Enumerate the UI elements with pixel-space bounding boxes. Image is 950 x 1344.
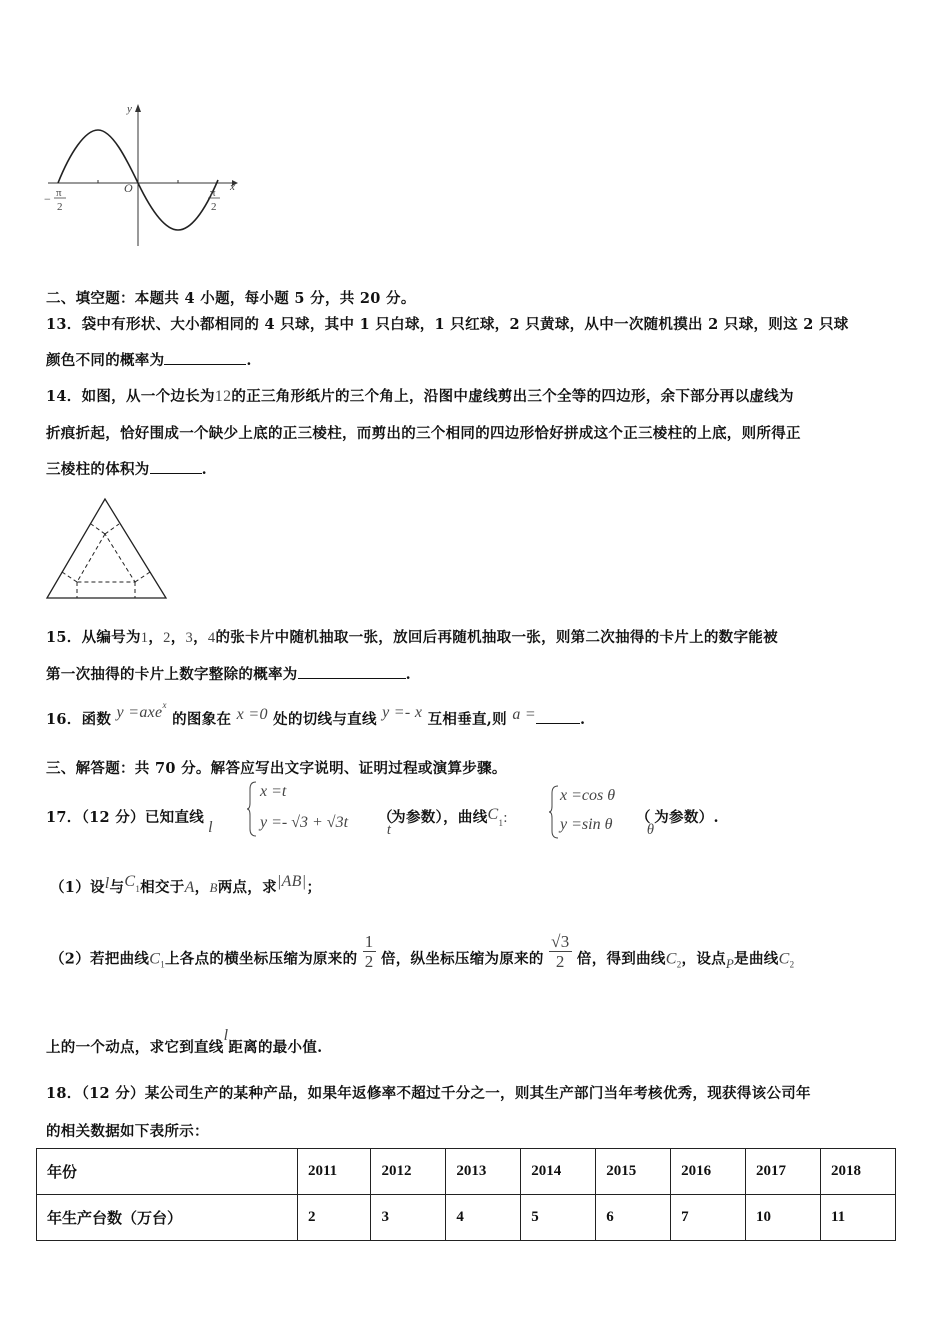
neg-pi-num: π — [56, 187, 62, 199]
table-cell: 2011 — [298, 1149, 371, 1195]
table-cell: 10 — [746, 1195, 821, 1241]
neg-pi-den: 2 — [57, 201, 63, 213]
q17-sys1a: x =t — [260, 783, 287, 800]
origin-label: O — [124, 181, 133, 195]
y-label: y — [127, 103, 132, 115]
inner-dashed-triangle — [77, 534, 135, 582]
q17-line-end: （θ为参数）. — [636, 809, 719, 838]
table-cell: 3 — [371, 1195, 446, 1241]
q14-line1: 14．如图，从一个边长为12的正三角形纸片的三个角上，沿图中虚线剪出三个全等的四边形，余下部分再以虚线为 — [46, 388, 794, 405]
q17-part2: （2）若把曲线$C_1$上各点的横坐标压缩为原来的 $\frac{1}{2}$ 倍，纵坐标压缩为原来的 $\frac{√3}{2}$ 倍，得到曲线$C_2$，设点P是曲线$C_2$ — [50, 932, 795, 971]
table-cell: 2013 — [446, 1149, 521, 1195]
brace-icon — [548, 785, 560, 839]
table-row — [37, 1195, 896, 1241]
q13-line1: 13．袋中有形状、大小都相同的 4 只球，其中 1 只白球，1 只红球，2 只黄球，从中一次随机摸出 2 只球，则这 2 只球 — [46, 316, 849, 333]
q15-line2: 第一次抽得的卡片上数字整除的概率为 . — [46, 666, 411, 683]
q17-sys1b: y =- √3 + √3t — [260, 814, 349, 831]
table-row-label: 年生产台数（万台） — [37, 1195, 298, 1241]
table-cell: 2016 — [671, 1149, 746, 1195]
table-cell: 2012 — [371, 1149, 446, 1195]
table-cell: 2017 — [746, 1149, 821, 1195]
table-cell: 2015 — [596, 1149, 671, 1195]
pi-num: π — [210, 187, 216, 199]
q16-line: 16．函数 y =axe$^x$ 的图象在 x =0 处的切线与直线 y =- x 互相垂直,则 a = . — [46, 700, 586, 728]
section2-heading: 二、填空题：本题共 4 小题，每小题 5 分，共 20 分。 — [46, 290, 416, 307]
q13-line2: 颜色不同的概率为 . — [46, 352, 252, 369]
sine-graph — [40, 98, 250, 253]
brace-icon — [246, 781, 258, 837]
q17-line: 17．（12 分）已知直线l — [46, 809, 213, 836]
q17-line-mid: （t为参数），曲线$C_1$: — [378, 806, 508, 838]
q15-line1: 15．从编号为1，2，3，4的张卡片中随机抽取一张，放回后再随机抽取一张，则第二次抽得的卡片上的数字能被 — [46, 629, 778, 646]
table-cell: 2018 — [820, 1149, 895, 1195]
triangle-figure — [44, 496, 170, 602]
table-cell: 2014 — [521, 1149, 596, 1195]
q16-answer-blank[interactable] — [536, 709, 580, 724]
neg-sign: − — [44, 192, 51, 206]
table-row — [37, 1149, 896, 1195]
table-cell: 11 — [820, 1195, 895, 1241]
q15-answer-blank[interactable] — [298, 664, 406, 679]
table-cell: 6 — [596, 1195, 671, 1241]
q18-line2: 的相关数据如下表所示： — [46, 1123, 209, 1140]
data-table — [36, 1148, 896, 1241]
table-cell: 7 — [671, 1195, 746, 1241]
table-cell: 5 — [521, 1195, 596, 1241]
q17-sys2a: x =cos θ — [560, 787, 616, 804]
q14-answer-blank[interactable] — [150, 459, 202, 474]
section3-heading: 三、解答题：共 70 分。解答应写出文字说明、证明过程或演算步骤。 — [46, 760, 507, 777]
q17-part2-cont: 上的一个动点，求它到直线l距离的最小值. — [46, 1027, 323, 1056]
x-label: x — [230, 181, 235, 193]
q14-line3: 三棱柱的体积为 . — [46, 461, 207, 478]
q18-line1: 18．（12 分）某公司生产的某种产品，如果年返修率不超过千分之一，则其生产部门当年考核优秀，现获得该公司年 — [46, 1085, 811, 1102]
q13-answer-blank[interactable] — [164, 350, 246, 365]
table-cell: 2 — [298, 1195, 371, 1241]
pi-den: 2 — [211, 201, 217, 213]
table-cell: 4 — [446, 1195, 521, 1241]
q14-line2: 折痕折起，恰好围成一个缺少上底的正三棱柱，而剪出的三个相同的四边形恰好拼成这个正三棱柱的上底，则所得正 — [46, 425, 801, 442]
q17-sys2b: y =sin θ — [560, 816, 613, 833]
outer-triangle — [47, 499, 166, 598]
table-header-label: 年份 — [37, 1149, 298, 1195]
y-axis-arrow-icon — [135, 104, 141, 112]
q17-part1: （1）设l与$C_1$相交于A，B两点，求|AB|； — [50, 873, 322, 896]
